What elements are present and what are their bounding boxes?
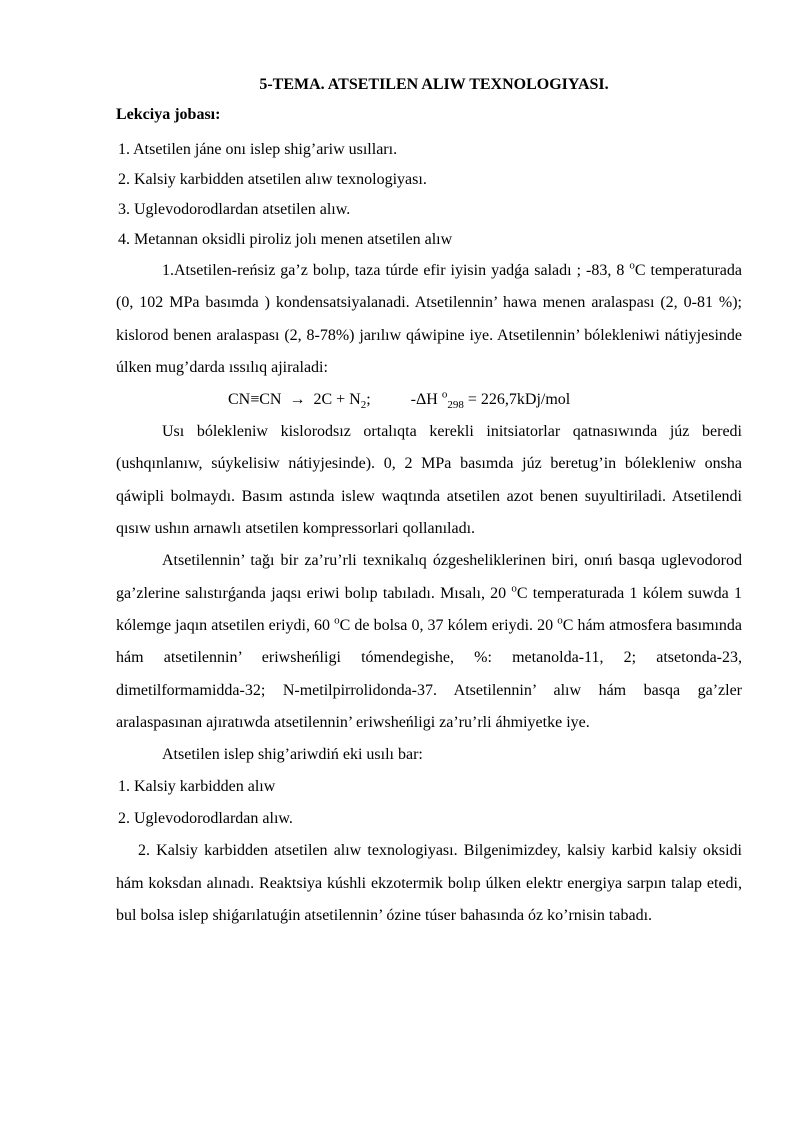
degree-sign: o	[629, 259, 635, 272]
degree-sign: o	[557, 614, 563, 627]
paragraph-decomposition: Usı bólekleniw kislorodsız ortalıqta kerekli initsiatorlar qatnasıwında júz beredi (ushqınlanıw, súykelisiw nátiyjesinde). 0, 2 MPa basımda júz beretug’in bólekleniw onsha qáwipli bolmaydı. Basım astında islew waqtında atsetilen azot benen suyultiriladi. Atsetilendi qısıw ushın arnawlı atsetilen kompressorlari qollanıladı.	[116, 423, 742, 538]
plan-item: 4. Metannan oksidli piroliz jolı menen atsetilen alıw	[118, 231, 453, 248]
paragraph-calcium-carbide: 2. Kalsiy karbidden atsetilen alıw texnologiyası. Bilgenimizdey, kalsiy karbid kalsiy oksidi hám koksdan alınadı. Reaktsiya kúshli ekzotermik bolıp úlken elektr energiya sarpın talap etedi, bul bolsa islep shiǵarılatuǵin atsetilennin’ ózine túser bahasında óz ko’rnisin tabadı.	[116, 842, 742, 925]
plan-item: 2. Kalsiy karbidden atsetilen alıw texnologiyası.	[118, 171, 427, 188]
page-title: 5-TEMA. ATSETILEN ALIW TEXNOLOGIYASI.	[259, 76, 609, 93]
method-item: 1. Kalsiy karbidden alıw	[118, 778, 276, 796]
method-item: 2. Uglevodorodlardan alıw.	[118, 810, 293, 828]
lecture-plan-heading: Lekciya jobası:	[116, 106, 221, 123]
paragraph-methods-intro: Atsetilen islep shig’ariwdiń eki usılı bar:	[162, 746, 423, 764]
decomposition-equation: $CN\equiv CN \to 2C + N_2$; -ΔH $^o_{298}$ = 226,7kDj/mol	[228, 388, 571, 412]
paragraph-solubility: Atsetilennin’ tağı bir za’ru’rli texnikalıq ózgesheliklerinen biri, onıń basqa uglevodorod ga’zlerine salıstırǵanda jaqsı eriwi bolıp tabıladı. Mısalı, 20 $^o$C temperaturada 1 kólem suwda 1 kólemge jaqın atsetilen eriydi, 60 $^o$C de bolsa 0, 37 kólem eriydi. 20 $^o$C hám atmosfera basımında hám atsetilennin’ eriwsheńligi tómendegishe, %: metanolda-11, 2; atsetonda-23, dimetilformamidda-32; N-metilpirrolidonda-37. Atsetilennin’ alıw hám basqa ga’zler aralaspasınan ajıratıwda atsetilennin’ eriwsheńligi za’ru’rli áhmiyetke iye.	[116, 552, 743, 731]
paragraph-acetylene-properties: 1.Atsetilen-reńsiz ga’z bolıp, taza túrde efir iyisin yadǵa saladı ; -83, 8 $^o$C temperaturada (0, 102 MPa basımda ) kondensatsiyalanadi. Atsetilennin’ hawa menen aralaspası (2, 0-81 %); kislorod benen aralaspası (2, 8-78%) jarılıw qáwipine iye. Atsetilennin’ bólekleniwi nátiyjesinde úlken mug’darda ıssılıq ajiraladi:	[116, 259, 743, 376]
degree-sign: o	[334, 614, 340, 627]
degree-sign: o	[511, 582, 517, 595]
plan-item: 1. Atsetilen jáne onı islep shig’ariw usılları.	[118, 141, 398, 158]
plan-item: 3. Uglevodorodlardan atsetilen alıw.	[118, 201, 351, 218]
